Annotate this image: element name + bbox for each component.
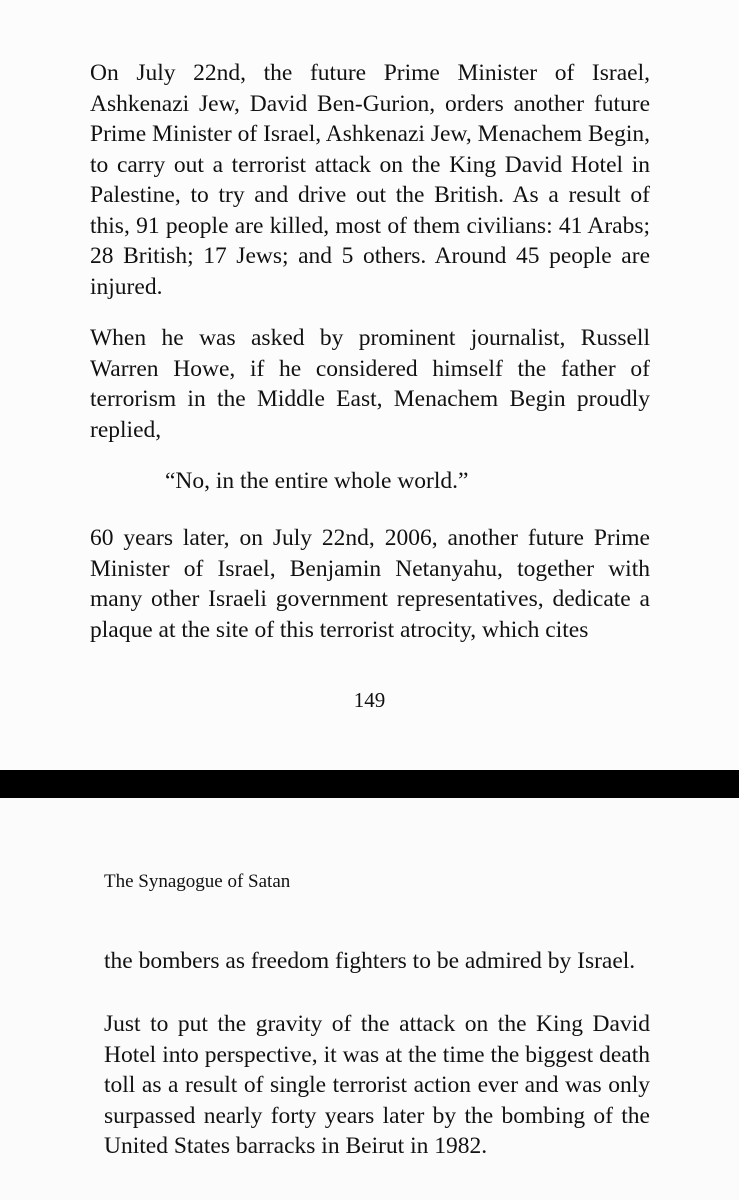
body-paragraph: When he was asked by prominent journalist, Russell Warren Howe, if he considered himself the father of terrorism in the Middle East, Menachem Begin proudly replied, (90, 325, 650, 443)
body-paragraph: Just to put the gravity of the attack on the King David Hotel into perspective, it was at the time the biggest death toll as a result of single terrorist action ever and was only surpassed nearly forty years later by the bombing of the United States barracks in Beirut in 1982. (104, 1011, 650, 1159)
body-paragraph: the bombers as freedom fighters to be admired by Israel. (104, 948, 636, 974)
page-divider (0, 770, 739, 798)
block-quote: “No, in the entire whole world.” (165, 468, 469, 494)
body-paragraph: 60 years later, on July 22nd, 2006, another future Prime Minister of Israel, Benjamin Netanyahu, together with many other Israeli government representatives, dedicate a plaque at the site of this terrorist atrocity, which cites (90, 525, 650, 643)
book-page-bottom (0, 798, 739, 1200)
running-head: The Synagogue of Satan (104, 871, 291, 892)
body-paragraph: On July 22nd, the future Prime Minister of Israel, Ashkenazi Jew, David Ben-Gurion, orders another future Prime Minister of Israel, Ashkenazi Jew, Menachem Begin, to carry out a terrorist attack on the King David Hotel in Palestine, to try and drive out the British. As a result of this, 91 people are killed, most of them civilians: 41 Arabs; 28 British; 17 Jews; and 5 others. Around 45 people are injured. (90, 60, 650, 300)
page-number: 149 (353, 688, 386, 712)
